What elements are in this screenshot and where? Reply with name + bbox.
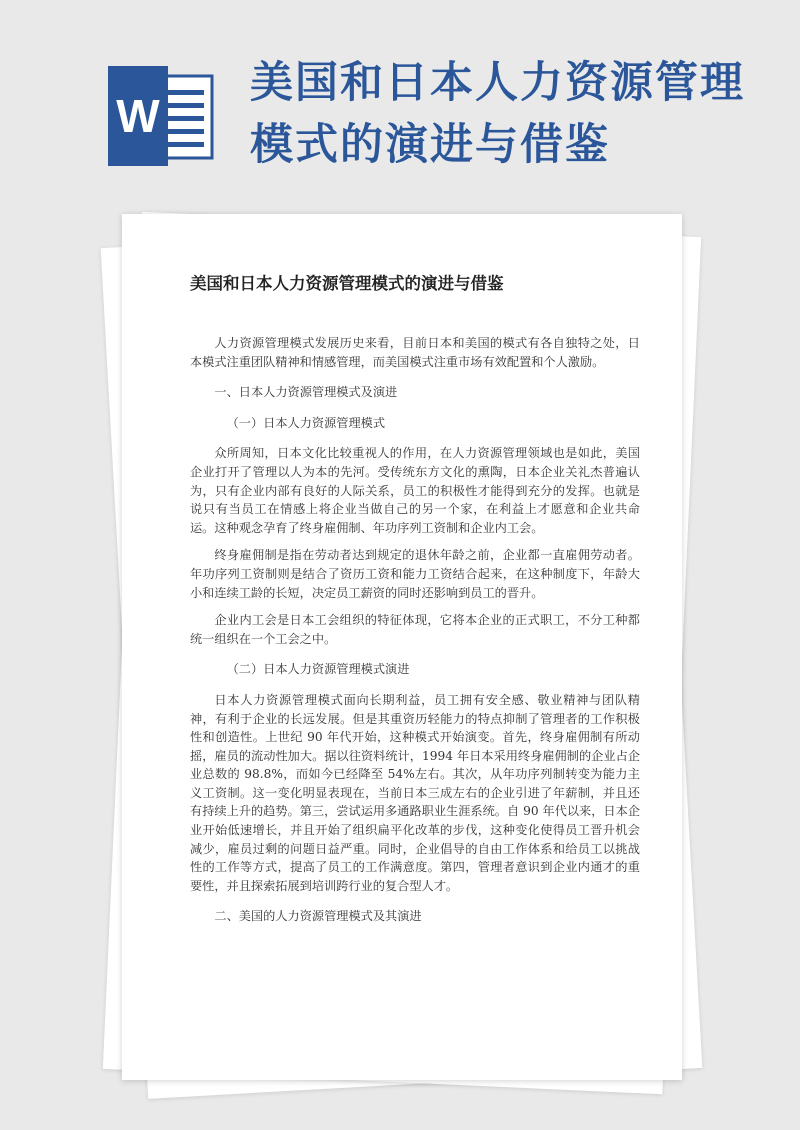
document-heading: 美国和日本人力资源管理模式的演进与借鉴 (190, 274, 504, 293)
document-title: 美国和日本人力资源管理模式的演进与借鉴 (250, 58, 745, 170)
section-heading-1: 一、日本人力资源管理模式及演进 (214, 385, 398, 400)
paragraph: 日本人力资源管理模式面向长期利益，员工拥有安全感、敬业精神与团队精神，有利于企业的长远发展。但是其重资历轻能力的特点抑制了管理者的工作积极性和创造性。上世纪 90 年代开始，这种模式开始演变。首先，终身雇佣制有所动摇，雇员的流动性加大。据以往资料统计，1994 年日本采用终身雇佣制的企业占企业总数的 98.8%，而如今已经降至 54%左右。其次，从年功序列制转变为能力主义工资制。这一变化明显表现在，当前日本三成左右的企业引进了年薪制，并且还有持续上升的趋势。第三，尝试运用多通路职业生涯系统。自 90 年代以来，日本企业开始低速增长，并且开始了组织扁平化改革的步伐，这种变化使得员工晋升机会减少，雇员过剩的问题日益严重。同时，企业倡导的自由工作体系和给员工以挑战性的工作等方式，提高了员工的工作满意度。第四，管理者意识到企业内通才的重要性，并且探索拓展到培训跨行业的复合型人才。 (190, 692, 640, 893)
word-icon-line (168, 103, 204, 108)
paragraph-intro: 人力资源管理模式发展历史来看，目前日本和美国的模式有各自独特之处，日本模式注重团队精神和情感管理，而美国模式注重市场有效配置和个人激励。 (190, 336, 640, 369)
word-icon-letter: W (116, 90, 160, 142)
paragraph: 终身雇佣制是指在劳动者达到规定的退休年龄之前，企业都一直雇佣劳动者。年功序列工资制则是结合了资历工资和能力工资结合起来，在这种制度下，年龄大小和连续工龄的长短，决定员工薪资的同时还影响到员工的晋升。 (190, 548, 640, 600)
word-icon-line (168, 142, 204, 147)
word-icon-line (168, 90, 204, 95)
word-icon-line (168, 116, 204, 121)
paragraph: 企业内工会是日本工会组织的特征体现，它将本企业的正式职工，不分工种都统一组织在一个工会之中。 (190, 613, 640, 646)
subsection-heading-1: （一）日本人力资源管理模式 (226, 415, 386, 430)
paragraph: 众所周知，日本文化比较重视人的作用，在人力资源管理领域也是如此，美国企业打开了管理以人为本的先河。受传统东方文化的熏陶，日本企业关礼杰普遍认为，只有企业内部有良好的人际关系，员工的积极性才能得到充分的发挥。也就是说只有当员工在情感上将企业当做自己的另一个家，在利益上才愿意和企业共命运。这种观念孕育了终身雇佣制、年功序列工资制和企业内工会。 (190, 446, 640, 535)
word-icon (108, 66, 214, 166)
document-body (190, 272, 640, 938)
word-icon-line (168, 129, 204, 134)
subsection-heading-2: （二）日本人力资源管理模式演进 (226, 662, 410, 677)
section-heading-2: 二、美国的人力资源管理模式及其演进 (214, 909, 422, 924)
